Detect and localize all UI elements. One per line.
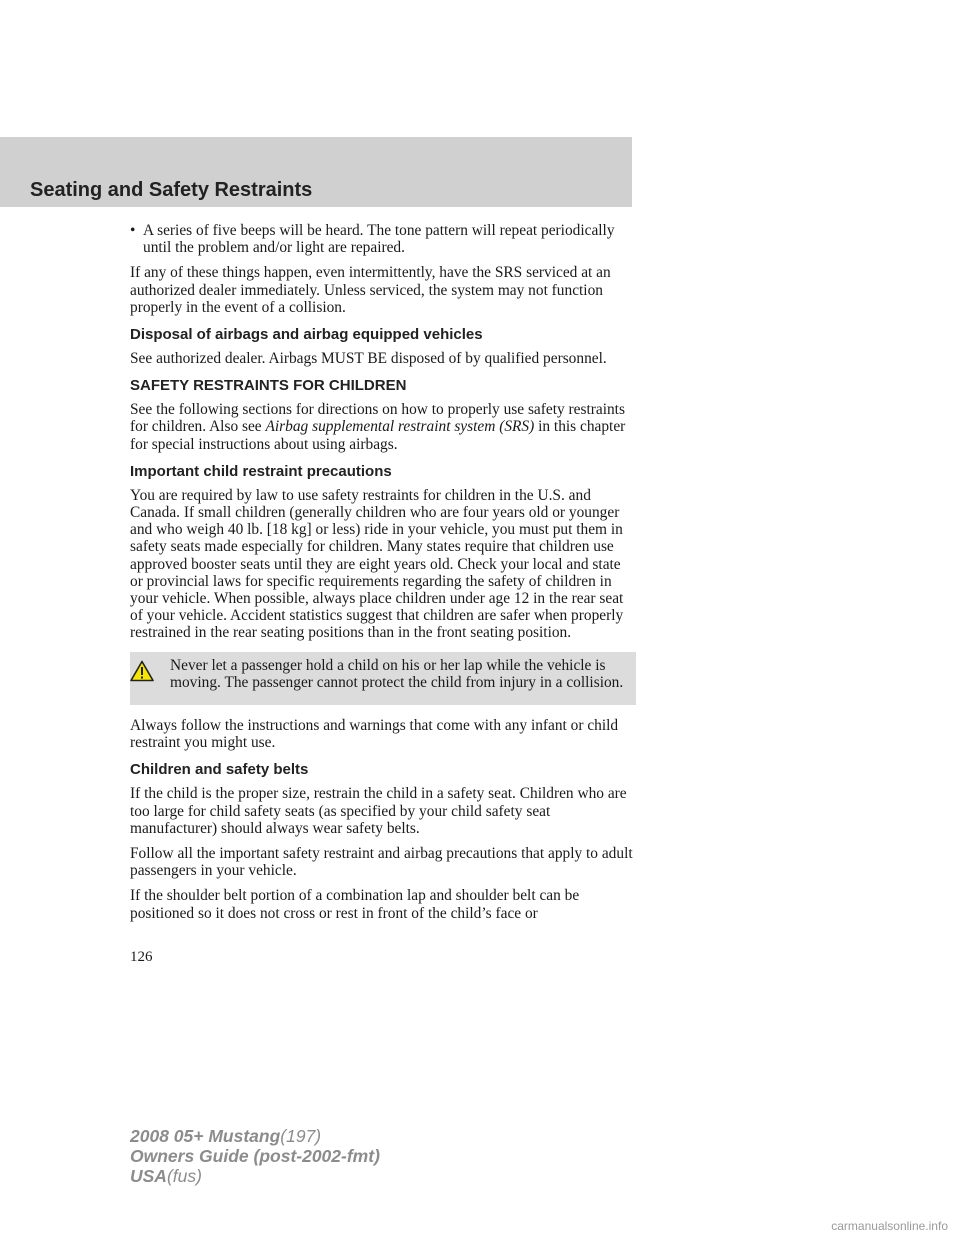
paragraph-adult-precautions: Follow all the important safety restraint and airbag precautions that apply to adult passengers in your vehicle. xyxy=(130,845,633,880)
warning-text: Never let a passenger hold a child on his or her lap while the vehicle is moving. The passenger cannot protect the child from injury in a collision. xyxy=(170,656,624,691)
heading-safety-restraints-children: SAFETY RESTRAINTS FOR CHILDREN xyxy=(130,377,407,395)
bullet-symbol: • xyxy=(130,222,136,239)
paragraph-disposal: See authorized dealer. Airbags MUST BE disposed of by qualified personnel. xyxy=(130,350,607,368)
paragraph-srs-service: If any of these things happen, even intermittently, have the SRS serviced at an authorized dealer immediately. Unless serviced, the system may not function properly in the event of a collision. xyxy=(130,264,611,316)
page-title: Seating and Safety Restraints xyxy=(30,179,313,201)
heading-disposal: Disposal of airbags and airbag equipped vehicles xyxy=(130,326,483,344)
heading-child-precautions: Important child restraint precautions xyxy=(130,462,392,480)
text-run: See the following sections for directions on how to properly use safety restraints for children. Also see xyxy=(130,401,625,436)
watermark-text: carmanualsonline.info xyxy=(831,1219,948,1233)
text-run: in this chapter for special instructions about using airbags. xyxy=(130,418,626,453)
footer-line-market xyxy=(130,1166,380,1186)
document-footer xyxy=(130,1126,380,1186)
paragraph-proper-size: If the child is the proper size, restrain the child in a safety seat. Children who are too large for child safety seats (as specified by your child safety seat manufacturer) should always wear safety belts. xyxy=(130,785,627,837)
paragraph-law-requirements: You are required by law to use safety restraints for children in the U.S. and Canada. If small children (generally children who are four years old or younger and who weigh 40 lb. [18 kg] or less) ride in your vehicle, you must put them in safety seats made especially for children. Many states require that children use approved booster seats until they are eight years old. Check your local and state or provincial laws for specific requirements regarding the safety of children in your vehicle. When possible, always place children under age 12 in the rear seat of your vehicle. Accident statistics suggest that children are safer when properly restrained in the rear seating positions than in the front seating position. xyxy=(130,486,624,642)
warning-box xyxy=(130,652,636,705)
warning-triangle-icon xyxy=(130,660,154,682)
heading-children-safety-belts: Children and safety belts xyxy=(130,761,309,779)
paragraph-see-sections xyxy=(130,401,636,453)
cross-reference-link: Airbag supplemental restraint system (SRS) xyxy=(265,418,535,436)
footer-model-code: (197) xyxy=(280,1126,322,1146)
bullet-text: A series of five beeps will be heard. The tone pattern will repeat periodically until the problem and/or light are repaired. xyxy=(143,222,615,257)
footer-market: USA xyxy=(130,1166,167,1186)
footer-line-model xyxy=(130,1126,380,1146)
footer-market-code: (fus) xyxy=(166,1166,202,1186)
footer-model: 2008 05+ Mustang xyxy=(130,1126,281,1146)
footer-line-guide xyxy=(130,1146,380,1166)
page-content xyxy=(130,222,636,930)
paragraph-follow-instructions: Always follow the instructions and warnings that come with any infant or child restraint you might use. xyxy=(130,717,619,752)
list-item xyxy=(130,222,636,256)
footer-guide: Owners Guide (post-2002-fmt) xyxy=(130,1146,380,1166)
page-number: 126 xyxy=(130,949,153,965)
paragraph-shoulder-belt: If the shoulder belt portion of a combination lap and shoulder belt can be positioned so it does not cross or rest in front of the child’s face or xyxy=(130,887,580,922)
